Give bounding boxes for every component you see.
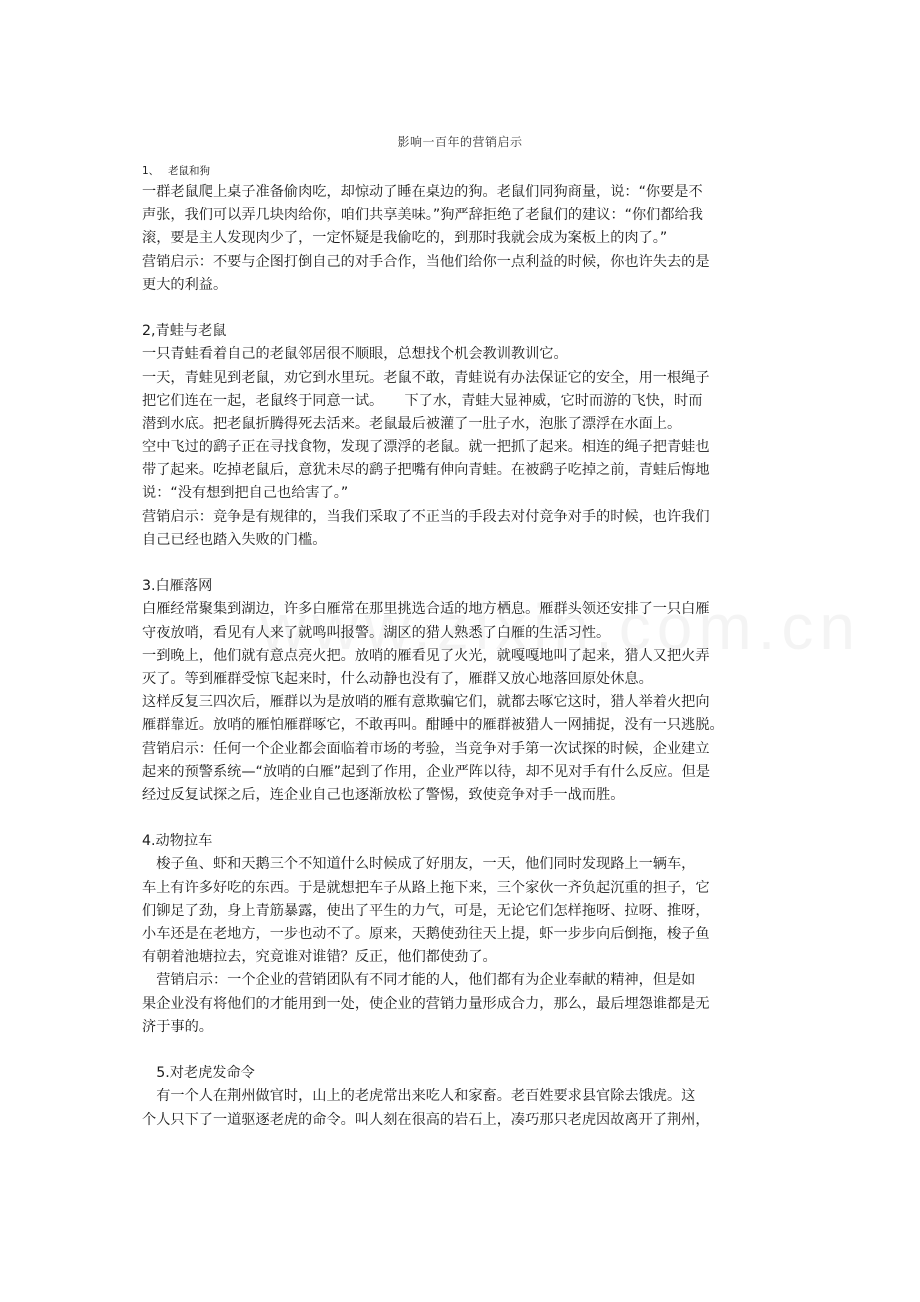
- blank-line: [142, 552, 787, 575]
- text-line: 个人只下了一道驱逐老虎的命令。叫人刻在很高的岩石上，凑巧那只老虎因故离开了荆州，: [142, 1111, 710, 1128]
- text-line: 车上有许多好吃的东西。于是就想把车子从路上拖下来，三个家伙一齐负起沉重的担子，它: [142, 879, 710, 896]
- document-body: [142, 181, 787, 1132]
- text-line: 灭了。等到雁群受惊飞起来时，什么动静也没有了，雁群又放心地落回原处休息。: [142, 670, 653, 687]
- text-line: 5.对老虎发命令: [142, 1065, 255, 1082]
- text-line: 有朝着池塘拉去，究竟谁对谁错？反正，他们都使劲了。: [142, 949, 497, 966]
- text-line: 雁群靠近。放哨的雁怕雁群啄它，不敢再叫。酣睡中的雁群被猎人一网捕捉，没有一只逃脱。: [142, 717, 724, 734]
- text-line: 一天，青蛙见到老鼠，劝它到水里玩。老鼠不敢，青蛙说有办法保证它的安全，用一根绳子: [142, 369, 710, 386]
- first-story-heading: [142, 163, 210, 178]
- first-story-title: 老鼠和狗: [168, 165, 210, 177]
- text-line: 自己已经也踏入失败的门槛。: [142, 531, 327, 548]
- blank-line: [142, 1039, 787, 1062]
- blank-line: [142, 807, 787, 830]
- text-line: 守夜放哨，看见有人来了就鸣叫报警。湖区的猎人熟悉了白雁的生活习性。: [142, 624, 611, 641]
- text-line: 4.动物拉车: [142, 833, 213, 850]
- text-line: 更大的利益。: [142, 276, 228, 293]
- text-line: 们铆足了劲，身上青筋暴露，使出了平生的力气，可是，无论它们怎样拖呀、拉呀、推呀，: [142, 902, 710, 919]
- text-line: 声张，我们可以弄几块肉给你，咱们共享美味。”狗严辞拒绝了老鼠们的建议：“你们都给我: [142, 207, 703, 224]
- text-line: 白雁经常聚集到湖边，许多白雁常在那里挑选合适的地方栖息。雁群头领还安排了一只白雁: [142, 601, 710, 618]
- text-line: 营销启示：竞争是有规律的，当我们采取了不正当的手段去对付竞争对手的时候，也许我们: [142, 508, 710, 525]
- document-title: 影响一百年的营销启示: [397, 135, 523, 149]
- text-line: 有一个人在荆州做官时，山上的老虎常出来吃人和家畜。老百姓要求县官除去饿虎。这: [142, 1088, 696, 1105]
- text-line: 把它们连在一起，老鼠终于同意一试。 下了水，青蛙大显神威，它时而游的飞快，时而: [142, 392, 703, 409]
- text-line: 经过反复试探之后，连企业自己也逐渐放松了警惕，致使竞争对手一战而胜。: [142, 786, 625, 803]
- text-line: 带了起来。吃掉老鼠后，意犹未尽的鹞子把嘴有伸向青蛙。在被鹞子吃掉之前，青蛙后悔地: [142, 462, 710, 479]
- text-line: 说：“没有想到把自己也给害了。”: [142, 485, 349, 502]
- text-line: 3.白雁落网: [142, 578, 213, 595]
- text-line: 一群老鼠爬上桌子准备偷肉吃，却惊动了睡在桌边的狗。老鼠们同狗商量，说：“你要是不: [142, 184, 703, 200]
- text-line: 一到晚上，他们就有意点亮火把。放哨的雁看见了火光，就嘎嘎地叫了起来，猎人又把火弄: [142, 647, 710, 664]
- text-line: 2,青蛙与老鼠: [142, 323, 227, 340]
- text-line: 营销启示：一个企业的营销团队有不同才能的人，他们都有为企业奉献的精神，但是如: [142, 972, 696, 989]
- text-line: 营销启示：任何一个企业都会面临着市场的考验，当竞争对手第一次试探的时候，企业建立: [142, 740, 710, 757]
- first-story-number: 1、: [142, 165, 160, 177]
- text-line: 小车还是在老地方，一步也动不了。原来，天鹅使劲往天上提，虾一步步向后倒拖，梭子鱼: [142, 926, 710, 942]
- text-line: 潜到水底。把老鼠折腾得死去活来。老鼠最后被灌了一肚子水，泡胀了漂浮在水面上。: [142, 415, 682, 432]
- text-line: 一只青蛙看着自己的老鼠邻居很不顺眼，总想找个机会教训教训它。: [142, 346, 568, 363]
- text-line: 起来的预警系统—“放哨的白雁”起到了作用，企业严阵以待，却不见对手有什么反应。但是: [142, 763, 711, 780]
- text-line: 空中飞过的鹞子正在寻找食物，发现了漂浮的老鼠。就一把抓了起来。相连的绳子把青蛙也: [142, 439, 710, 456]
- text-line: 梭子鱼、虾和天鹅三个不知道什么时候成了好朋友，一天，他们同时发现路上一辆车，: [142, 856, 696, 873]
- text-line: 果企业没有将他们的才能用到一处，使企业的营销力量形成合力，那么，最后埋怨谁都是无: [142, 995, 710, 1012]
- blank-line: [142, 297, 787, 320]
- text-line: 这样反复三四次后，雁群以为是放哨的雁有意欺骗它们，就都去啄它这时，猎人举着火把向: [142, 694, 710, 711]
- text-line: 营销启示：不要与企图打倒自己的对手合作，当他们给你一点利益的时候，你也许失去的是: [142, 253, 710, 270]
- text-line: 济于事的。: [142, 1018, 213, 1035]
- text-line: 滚，要是主人发现肉少了，一定怀疑是我偷吃的，到那时我就会成为案板上的肉了。”: [142, 230, 668, 247]
